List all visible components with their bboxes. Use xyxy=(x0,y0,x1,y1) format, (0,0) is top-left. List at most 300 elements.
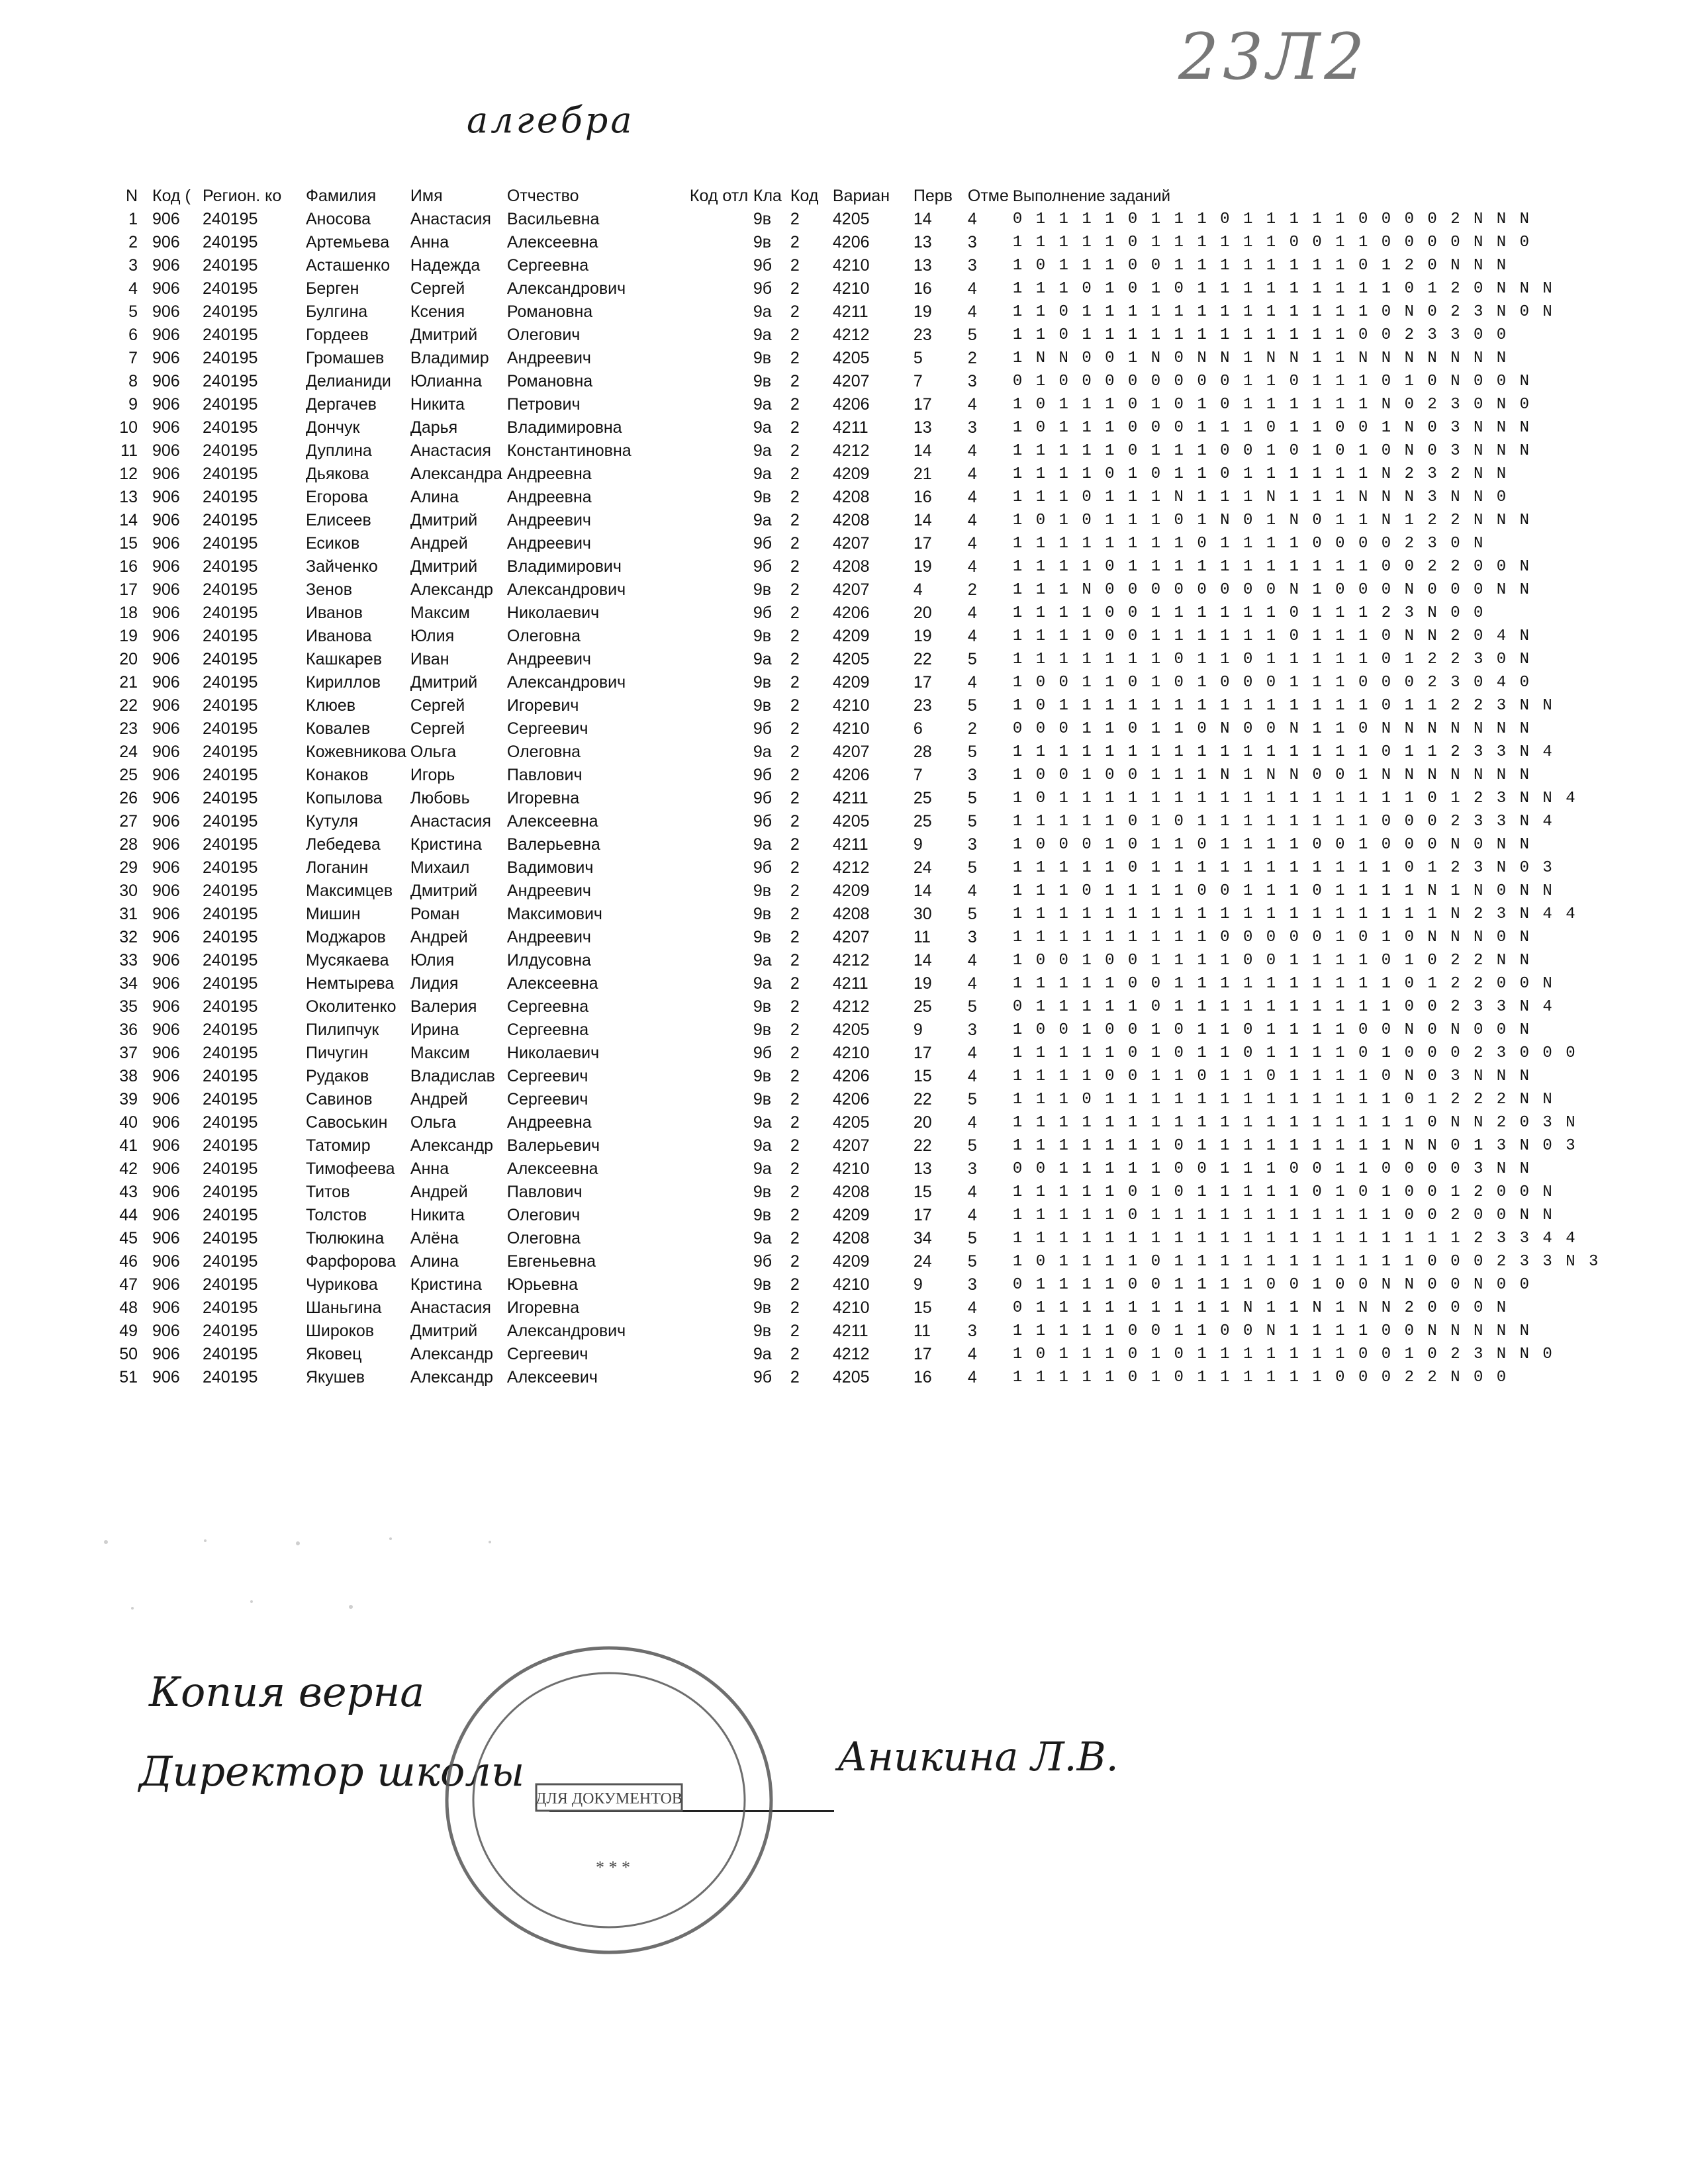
cell-variant: 4207 xyxy=(832,743,870,761)
cell-kod-otl xyxy=(690,300,753,324)
cell-klass: 9а xyxy=(753,441,772,460)
cell-imya: Ксения xyxy=(410,302,465,321)
cell-imya: Александр xyxy=(410,1368,493,1387)
cell-perv: 22 xyxy=(913,650,932,668)
cell-kod: 906 xyxy=(152,951,180,970)
cell-tasks: 1 1 1 N 0 0 0 0 0 0 0 0 N 1 0 0 0 N 0 0 0 N N xyxy=(1012,581,1532,599)
cell-region: 240195 xyxy=(203,1021,258,1039)
cell-variant: 4210 xyxy=(832,1160,870,1178)
cell-kod-otl xyxy=(690,1111,753,1134)
cell-familiya: Татомир xyxy=(306,1136,371,1155)
cell-otchestvo: Андреевна xyxy=(506,1113,592,1132)
cell-kod: 906 xyxy=(152,1160,180,1178)
cell-kod-otl xyxy=(690,625,753,648)
cell-n: 34 xyxy=(119,974,138,993)
cell-imya: Алёна xyxy=(410,1229,459,1248)
cell-kod2: 2 xyxy=(790,789,800,807)
cell-perv: 4 xyxy=(913,580,923,599)
table-row xyxy=(79,741,1604,764)
cell-region: 240195 xyxy=(203,349,258,367)
cell-otmetka: 3 xyxy=(967,928,977,946)
cell-kod2: 2 xyxy=(790,627,800,645)
cell-perv: 13 xyxy=(913,418,932,437)
cell-imya: Андрей xyxy=(410,534,468,553)
cell-imya: Никита xyxy=(410,395,465,414)
cell-familiya: Широков xyxy=(306,1322,375,1340)
cell-perv: 34 xyxy=(913,1229,932,1248)
cell-klass: 9б xyxy=(753,604,773,622)
cell-perv: 17 xyxy=(913,534,932,553)
cell-n: 18 xyxy=(119,604,138,622)
cell-region: 240195 xyxy=(203,1252,258,1271)
subject-title-handwritten: алгебра xyxy=(467,99,635,141)
cell-kod: 906 xyxy=(152,279,180,298)
cell-perv: 17 xyxy=(913,1206,932,1224)
cell-klass: 9в xyxy=(753,233,772,251)
table-row xyxy=(79,1250,1604,1273)
cell-n: 24 xyxy=(119,743,138,761)
cell-kod: 906 xyxy=(152,465,180,483)
cell-imya: Александр xyxy=(410,1136,493,1155)
cell-variant: 4210 xyxy=(832,256,870,275)
cell-n: 4 xyxy=(128,279,138,298)
cell-otchestvo: Валерьевич xyxy=(506,1136,600,1155)
cell-kod2: 2 xyxy=(790,488,800,506)
table-row xyxy=(79,555,1604,578)
cell-n: 27 xyxy=(119,812,138,831)
cell-familiya: Яковец xyxy=(306,1345,362,1363)
cell-n: 17 xyxy=(119,580,138,599)
cell-variant: 4206 xyxy=(832,766,870,784)
cell-otchestvo: Николаевич xyxy=(506,604,600,622)
cell-imya: Валерия xyxy=(410,997,477,1016)
cell-kod-otl xyxy=(690,578,753,602)
cell-klass: 9б xyxy=(753,766,773,784)
cell-kod: 906 xyxy=(152,673,180,692)
cell-n: 49 xyxy=(119,1322,138,1340)
cell-otmetka: 4 xyxy=(967,488,977,506)
table-row xyxy=(79,1343,1604,1366)
cell-otchestvo: Павлович xyxy=(506,766,583,784)
cell-tasks: 1 1 1 1 1 0 0 1 1 0 0 N 1 1 1 1 0 0 N N N N N xyxy=(1012,1322,1532,1340)
cell-otchestvo: Николаевич xyxy=(506,1044,600,1062)
cell-region: 240195 xyxy=(203,1229,258,1248)
cell-region: 240195 xyxy=(203,372,258,390)
cell-tasks: 1 1 1 0 1 0 1 0 1 1 1 1 1 1 1 1 1 0 1 2 0 N N N xyxy=(1012,280,1554,298)
copy-certified-handwritten: Копия верна xyxy=(149,1668,425,1716)
cell-imya: Анастасия xyxy=(410,210,491,228)
cell-kod: 906 xyxy=(152,858,180,877)
cell-perv: 25 xyxy=(913,789,932,807)
cell-otchestvo: Алексеевна xyxy=(506,812,598,831)
cell-kod: 906 xyxy=(152,488,180,506)
cell-n: 23 xyxy=(119,719,138,738)
cell-perv: 16 xyxy=(913,488,932,506)
cell-klass: 9а xyxy=(753,1160,772,1178)
table-row xyxy=(79,1181,1604,1204)
cell-tasks: 1 1 1 1 1 0 1 1 1 1 1 1 1 1 1 1 1 0 0 2 0 0 N N xyxy=(1012,1206,1554,1224)
cell-tasks: 0 1 1 1 1 0 0 1 1 1 1 0 0 1 0 0 N N 0 0 N 0 0 xyxy=(1012,1276,1532,1294)
cell-n: 5 xyxy=(128,302,138,321)
cell-kod2: 2 xyxy=(790,210,800,228)
cell-n: 15 xyxy=(119,534,138,553)
cell-kod: 906 xyxy=(152,627,180,645)
cell-tasks: 1 1 1 1 1 1 1 1 1 1 1 1 1 1 1 1 1 1 0 N N 2 0 3 N xyxy=(1012,1114,1577,1132)
cell-region: 240195 xyxy=(203,928,258,946)
cell-otmetka: 4 xyxy=(967,279,977,298)
cell-kod2: 2 xyxy=(790,1229,800,1248)
cell-klass: 9в xyxy=(753,488,772,506)
cell-tasks: 1 0 0 1 1 0 1 0 1 0 0 0 1 1 1 0 0 0 2 3 0 4 0 xyxy=(1012,674,1532,692)
cell-kod2: 2 xyxy=(790,1160,800,1178)
cell-tasks: 1 1 1 1 1 1 1 0 1 1 1 1 1 1 1 1 1 N N 0 1 3 N 0 3 xyxy=(1012,1137,1577,1155)
cell-imya: Андрей xyxy=(410,1183,468,1201)
cell-familiya: Аносова xyxy=(306,210,371,228)
cell-tasks: 0 0 0 1 1 0 1 1 0 N 0 0 N 1 1 0 N N N N N N N xyxy=(1012,720,1532,738)
cell-perv: 17 xyxy=(913,673,932,692)
cell-imya: Дмитрий xyxy=(410,326,478,344)
cell-kod-otl xyxy=(690,995,753,1019)
cell-kod: 906 xyxy=(152,766,180,784)
cell-klass: 9а xyxy=(753,326,772,344)
cell-otmetka: 4 xyxy=(967,465,977,483)
cell-variant: 4210 xyxy=(832,719,870,738)
cell-region: 240195 xyxy=(203,882,258,900)
cell-otchestvo: Андреевич xyxy=(506,511,591,529)
cell-otchestvo: Илдусовна xyxy=(506,951,591,970)
table-row xyxy=(79,1204,1604,1227)
cell-perv: 7 xyxy=(913,372,923,390)
results-table xyxy=(79,173,1604,1389)
cell-klass: 9в xyxy=(753,928,772,946)
cell-otmetka: 5 xyxy=(967,1136,977,1155)
cell-kod2: 2 xyxy=(790,673,800,692)
cell-variant: 4210 xyxy=(832,279,870,298)
cell-kod2: 2 xyxy=(790,858,800,877)
cell-klass: 9б xyxy=(753,256,773,275)
cell-kod-otl xyxy=(690,208,753,231)
cell-otmetka: 3 xyxy=(967,1021,977,1039)
cell-region: 240195 xyxy=(203,534,258,553)
cell-region: 240195 xyxy=(203,1298,258,1317)
cell-perv: 5 xyxy=(913,349,923,367)
header-row xyxy=(79,173,1604,208)
cell-region: 240195 xyxy=(203,418,258,437)
cell-kod2: 2 xyxy=(790,1368,800,1387)
cell-tasks: 1 1 1 1 0 0 1 1 1 1 1 1 0 1 1 1 0 N N 2 0 4 N xyxy=(1012,627,1532,645)
cell-familiya: Мишин xyxy=(306,905,361,923)
cell-otchestvo: Александрович xyxy=(506,1322,626,1340)
cell-otmetka: 4 xyxy=(967,882,977,900)
cell-region: 240195 xyxy=(203,1113,258,1132)
cell-region: 240195 xyxy=(203,1090,258,1109)
cell-variant: 4209 xyxy=(832,882,870,900)
cell-n: 32 xyxy=(119,928,138,946)
cell-imya: Дмитрий xyxy=(410,557,478,576)
cell-klass: 9в xyxy=(753,905,772,923)
cell-tasks: 1 1 1 1 1 1 1 1 0 1 1 1 1 0 0 0 0 2 3 0 N xyxy=(1012,535,1485,553)
cell-kod-otl xyxy=(690,833,753,856)
cell-variant: 4208 xyxy=(832,1183,870,1201)
cell-kod2: 2 xyxy=(790,349,800,367)
cell-kod2: 2 xyxy=(790,534,800,553)
results-table-header xyxy=(79,173,1604,208)
cell-imya: Роман xyxy=(410,905,460,923)
cell-variant: 4208 xyxy=(832,1229,870,1248)
cell-otmetka: 4 xyxy=(967,511,977,529)
cell-region: 240195 xyxy=(203,441,258,460)
table-row xyxy=(79,509,1604,532)
cell-tasks: 1 1 1 1 0 1 1 1 1 1 1 1 1 1 1 1 0 0 2 2 0 0 N xyxy=(1012,558,1532,576)
cell-kod2: 2 xyxy=(790,905,800,923)
cell-klass: 9в xyxy=(753,1021,772,1039)
cell-region: 240195 xyxy=(203,835,258,854)
cell-klass: 9в xyxy=(753,997,772,1016)
cell-klass: 9а xyxy=(753,465,772,483)
cell-tasks: 1 1 1 1 1 1 1 1 1 1 1 1 1 1 1 1 0 1 1 2 3 3 N 4 xyxy=(1012,743,1554,761)
table-row xyxy=(79,208,1604,231)
cell-perv: 13 xyxy=(913,256,932,275)
cell-n: 8 xyxy=(128,372,138,390)
cell-region: 240195 xyxy=(203,1275,258,1294)
cell-imya: Максим xyxy=(410,604,470,622)
cell-klass: 9а xyxy=(753,974,772,993)
cell-familiya: Якушев xyxy=(306,1368,365,1387)
cell-n: 6 xyxy=(128,326,138,344)
table-row xyxy=(79,995,1604,1019)
cell-familiya: Толстов xyxy=(306,1206,367,1224)
cell-kod: 906 xyxy=(152,441,180,460)
cell-perv: 17 xyxy=(913,395,932,414)
cell-region: 240195 xyxy=(203,511,258,529)
table-row xyxy=(79,880,1604,903)
cell-klass: 9в xyxy=(753,696,772,715)
table-row xyxy=(79,1088,1604,1111)
cell-otchestvo: Алексеевна xyxy=(506,233,598,251)
cell-otmetka: 4 xyxy=(967,1368,977,1387)
cell-n: 11 xyxy=(120,441,138,460)
cell-klass: 9а xyxy=(753,395,772,414)
cell-imya: Никита xyxy=(410,1206,465,1224)
cell-kod: 906 xyxy=(152,580,180,599)
table-row xyxy=(79,717,1604,741)
table-row xyxy=(79,764,1604,787)
cell-n: 38 xyxy=(119,1067,138,1085)
col-header-otchestvo: Отчество xyxy=(506,187,579,205)
cell-perv: 9 xyxy=(913,1021,923,1039)
cell-otchestvo: Сергеевна xyxy=(506,997,589,1016)
results-table-body xyxy=(79,208,1604,1389)
table-row xyxy=(79,1158,1604,1181)
cell-kod: 906 xyxy=(152,1322,180,1340)
cell-tasks: 0 1 1 1 1 1 0 1 1 1 1 1 1 1 1 1 1 0 0 2 3 3 N 4 xyxy=(1012,998,1554,1016)
cell-otchestvo: Сергеевич xyxy=(506,1067,588,1085)
cell-otchestvo: Андреевна xyxy=(506,488,592,506)
cell-kod2: 2 xyxy=(790,256,800,275)
cell-kod: 906 xyxy=(152,604,180,622)
cell-otmetka: 2 xyxy=(967,719,977,738)
cell-kod-otl xyxy=(690,1297,753,1320)
cell-kod-otl xyxy=(690,741,753,764)
cell-familiya: Копылова xyxy=(306,789,383,807)
col-header-kod: Код ( xyxy=(152,187,191,205)
cell-otmetka: 4 xyxy=(967,1298,977,1317)
cell-kod: 906 xyxy=(152,1298,180,1317)
cell-familiya: Егорова xyxy=(306,488,368,506)
cell-kod-otl xyxy=(690,717,753,741)
cell-region: 240195 xyxy=(203,580,258,599)
cell-kod-otl xyxy=(690,324,753,347)
cell-tasks: 1 1 1 1 1 0 0 1 1 1 1 1 1 1 1 1 1 0 1 2 2 0 0 N xyxy=(1012,975,1554,993)
cell-klass: 9в xyxy=(753,882,772,900)
cell-n: 39 xyxy=(119,1090,138,1109)
cell-n: 40 xyxy=(119,1113,138,1132)
cell-variant: 4205 xyxy=(832,812,870,831)
cell-variant: 4207 xyxy=(832,580,870,599)
cell-klass: 9б xyxy=(753,1044,773,1062)
cell-tasks: 1 0 1 1 1 0 0 0 1 1 1 0 1 1 0 0 1 N 0 3 N N N xyxy=(1012,419,1532,437)
cell-kod: 906 xyxy=(152,511,180,529)
cell-variant: 4209 xyxy=(832,465,870,483)
cell-otchestvo: Александрович xyxy=(506,673,626,692)
cell-kod: 906 xyxy=(152,1021,180,1039)
cell-variant: 4207 xyxy=(832,534,870,553)
cell-otmetka: 5 xyxy=(967,1252,977,1271)
cell-imya: Владимир xyxy=(410,349,489,367)
cell-kod-otl xyxy=(690,370,753,393)
cell-imya: Александр xyxy=(410,1345,493,1363)
cell-tasks: 1 1 1 1 1 1 1 1 1 1 1 1 1 1 1 1 1 1 1 N 2 3 N 4 4 xyxy=(1012,905,1577,923)
cell-kod: 906 xyxy=(152,1067,180,1085)
cell-otmetka: 2 xyxy=(967,349,977,367)
cell-n: 10 xyxy=(119,418,138,437)
cell-tasks: 1 1 1 0 1 1 1 1 1 1 1 1 1 1 1 1 1 0 1 2 2 2 N N xyxy=(1012,1091,1554,1109)
cell-otmetka: 4 xyxy=(967,302,977,321)
cell-n: 22 xyxy=(119,696,138,715)
cell-kod2: 2 xyxy=(790,719,800,738)
cell-variant: 4206 xyxy=(832,395,870,414)
cell-klass: 9а xyxy=(753,1229,772,1248)
cell-familiya: Рудаков xyxy=(306,1067,369,1085)
col-header-perv: Перв xyxy=(913,187,953,205)
cell-kod2: 2 xyxy=(790,1183,800,1201)
cell-perv: 14 xyxy=(913,441,932,460)
cell-kod: 906 xyxy=(152,557,180,576)
cell-n: 20 xyxy=(119,650,138,668)
cell-perv: 23 xyxy=(913,326,932,344)
cell-tasks: 0 1 1 1 1 0 1 1 1 0 1 1 1 1 1 0 0 0 0 2 N N N xyxy=(1012,210,1532,228)
cell-region: 240195 xyxy=(203,951,258,970)
col-header-n: N xyxy=(125,187,138,205)
cell-familiya: Конаков xyxy=(306,766,369,784)
cell-otmetka: 5 xyxy=(967,997,977,1016)
cell-klass: 9б xyxy=(753,557,773,576)
scan-specks xyxy=(79,1502,675,1635)
cell-klass: 9а xyxy=(753,835,772,854)
cell-klass: 9б xyxy=(753,1252,773,1271)
cell-kod: 906 xyxy=(152,928,180,946)
table-row xyxy=(79,856,1604,880)
cell-kod-otl xyxy=(690,1320,753,1343)
cell-familiya: Елисеев xyxy=(306,511,371,529)
cell-otmetka: 4 xyxy=(967,534,977,553)
cell-familiya: Кутуля xyxy=(306,812,358,831)
cell-variant: 4206 xyxy=(832,233,870,251)
svg-text:* * *: * * * xyxy=(596,1858,630,1877)
cell-kod-otl xyxy=(690,1227,753,1250)
cell-variant: 4208 xyxy=(832,905,870,923)
cell-otmetka: 4 xyxy=(967,395,977,414)
cell-tasks: 1 0 1 1 1 1 0 1 1 1 1 1 1 1 1 1 1 1 0 0 0 2 3 3 N 3 xyxy=(1012,1253,1601,1271)
cell-imya: Сергей xyxy=(410,719,465,738)
cell-otchestvo: Петрович xyxy=(506,395,581,414)
cell-kod-otl xyxy=(690,602,753,625)
cell-tasks: 1 0 1 1 1 1 1 1 1 1 1 1 1 1 1 1 1 1 0 1 2 3 N N 4 xyxy=(1012,790,1577,807)
cell-variant: 4211 xyxy=(832,789,868,807)
cell-perv: 25 xyxy=(913,812,932,831)
cell-region: 240195 xyxy=(203,1067,258,1085)
cell-kod-otl xyxy=(690,254,753,277)
cell-klass: 9а xyxy=(753,650,772,668)
cell-otchestvo: Алексеевна xyxy=(506,1160,598,1178)
cell-klass: 9в xyxy=(753,1275,772,1294)
table-row xyxy=(79,833,1604,856)
cell-otmetka: 5 xyxy=(967,812,977,831)
cell-kod: 906 xyxy=(152,1183,180,1201)
cell-variant: 4211 xyxy=(832,1322,868,1340)
cell-region: 240195 xyxy=(203,210,258,228)
cell-klass: 9в xyxy=(753,1298,772,1317)
cell-imya: Анастасия xyxy=(410,812,491,831)
cell-familiya: Асташенко xyxy=(306,256,391,275)
cell-familiya: Максимцев xyxy=(306,882,393,900)
cell-kod-otl xyxy=(690,1250,753,1273)
cell-otmetka: 5 xyxy=(967,326,977,344)
cell-n: 36 xyxy=(119,1021,138,1039)
cell-kod: 906 xyxy=(152,256,180,275)
cell-perv: 20 xyxy=(913,604,932,622)
cell-region: 240195 xyxy=(203,627,258,645)
cell-tasks: 1 0 0 0 1 0 1 1 0 1 1 1 1 0 0 1 0 0 0 N 0 N N xyxy=(1012,836,1532,854)
cell-otchestvo: Александрович xyxy=(506,279,626,298)
cell-region: 240195 xyxy=(203,1368,258,1387)
cell-kod-otl xyxy=(690,393,753,416)
cell-variant: 4209 xyxy=(832,1252,870,1271)
cell-imya: Дмитрий xyxy=(410,1322,478,1340)
cell-n: 14 xyxy=(119,511,138,529)
cell-perv: 9 xyxy=(913,1275,923,1294)
cell-familiya: Иванов xyxy=(306,604,363,622)
cell-otmetka: 4 xyxy=(967,974,977,993)
cell-kod: 906 xyxy=(152,1044,180,1062)
cell-kod: 906 xyxy=(152,372,180,390)
cell-klass: 9в xyxy=(753,580,772,599)
cell-n: 44 xyxy=(119,1206,138,1224)
cell-n: 37 xyxy=(119,1044,138,1062)
table-row xyxy=(79,1366,1604,1389)
cell-imya: Любовь xyxy=(410,789,470,807)
table-row xyxy=(79,926,1604,949)
table-row xyxy=(79,277,1604,300)
cell-kod: 906 xyxy=(152,1090,180,1109)
table-row xyxy=(79,254,1604,277)
cell-klass: 9а xyxy=(753,1345,772,1363)
cell-kod: 906 xyxy=(152,812,180,831)
cell-n: 50 xyxy=(119,1345,138,1363)
cell-kod-otl xyxy=(690,1065,753,1088)
cell-variant: 4206 xyxy=(832,604,870,622)
cell-perv: 19 xyxy=(913,974,932,993)
